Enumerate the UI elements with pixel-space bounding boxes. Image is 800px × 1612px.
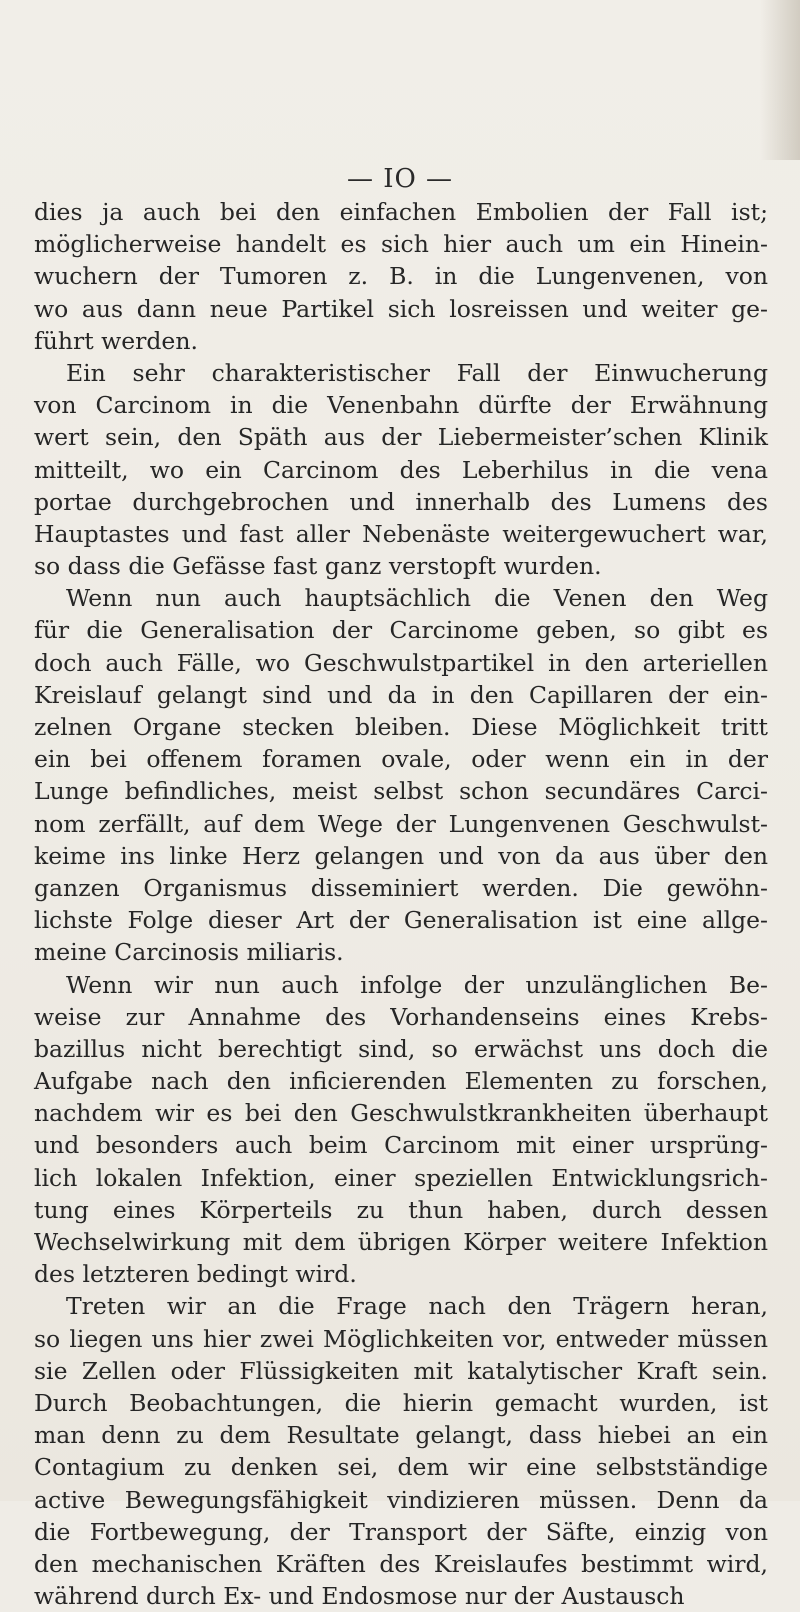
text-line: ganzen Organismus disseminiert werden. Die gewöhn- — [34, 873, 768, 902]
text-line: wuchern der Tumoren z. B. in die Lungenvenen, von — [34, 262, 768, 291]
text-line: Wenn nun auch hauptsächlich die Venen den Weg — [66, 584, 768, 613]
text-line: lichste Folge dieser Art der Generalisation ist eine allge- — [34, 906, 768, 935]
text-line: Aufgabe nach den inficierenden Elementen zu forschen, — [34, 1067, 768, 1096]
text-line: so liegen uns hier zwei Möglichkeiten vor, entweder müssen — [34, 1324, 768, 1353]
text-line: und besonders auch beim Carcinom mit einer ursprüng- — [34, 1131, 768, 1160]
text-line: nachdem wir es bei den Geschwulstkrankheiten überhaupt — [34, 1099, 768, 1128]
page-edge-shadow — [760, 0, 800, 160]
text-line: Ein sehr charakteristischer Fall der Einwucherung — [66, 358, 768, 387]
text-line: keime ins linke Herz gelangen und von da aus über den — [34, 841, 768, 870]
text-line: Treten wir an die Frage nach den Trägern heran, — [66, 1292, 768, 1321]
text-line: Contagium zu denken sei, dem wir eine selbstständige — [34, 1453, 768, 1482]
text-line: wert sein, den Späth aus der Liebermeister’schen Klinik — [34, 423, 768, 452]
text-line: meine Carcinosis miliaris. — [34, 938, 344, 967]
text-line: bazillus nicht berechtigt sind, so erwächst uns doch die — [34, 1034, 768, 1063]
text-line: möglicherweise handelt es sich hier auch um ein Hinein- — [34, 230, 768, 259]
body-text — [34, 196, 768, 1612]
text-line: zelnen Organe stecken bleiben. Diese Möglichkeit tritt — [34, 713, 768, 741]
text-line: so dass die Gefässe fast ganz verstopft wurden. — [34, 552, 602, 581]
text-line: Lunge befindliches, meist selbst schon secundäres Carci- — [34, 777, 768, 806]
text-line: ein bei offenem foramen ovale, oder wenn ein in der — [34, 745, 768, 774]
text-line: man denn zu dem Resultate gelangt, dass hiebei an ein — [34, 1421, 768, 1450]
text-line: doch auch Fälle, wo Geschwulstpartikel in den arteriellen — [34, 648, 768, 677]
text-line: von Carcinom in die Venenbahn dürfte der Erwähnung — [34, 391, 768, 420]
page-number: — IO — — [346, 164, 454, 194]
text-line: sie Zellen oder Flüssigkeiten mit katalytischer Kraft sein. — [34, 1356, 768, 1385]
text-line: dies ja auch bei den einfachen Embolien der Fall ist; — [34, 198, 768, 226]
text-line: mitteilt, wo ein Carcinom des Leberhilus in die vena — [34, 455, 768, 484]
text-line: portae durchgebrochen und innerhalb des Lumens des — [34, 487, 768, 516]
text-line: lich lokalen Infektion, einer speziellen Entwicklungsrich- — [34, 1163, 768, 1192]
text-line: Wenn wir nun auch infolge der unzulänglichen Be- — [66, 970, 768, 999]
text-line: während durch Ex- und Endosmose nur der Austausch — [34, 1582, 685, 1611]
text-line: Durch Beobachtungen, die hierin gemacht wurden, ist — [34, 1388, 768, 1417]
text-line: active Bewegungsfähigkeit vindizieren müssen. Denn da — [34, 1485, 768, 1514]
text-line: tung eines Körperteils zu thun haben, durch dessen — [34, 1195, 768, 1224]
text-line: die Fortbewegung, der Transport der Säfte, einzig von — [34, 1517, 768, 1546]
text-line: Wechselwirkung mit dem übrigen Körper weitere Infektion — [34, 1228, 768, 1256]
text-line: weise zur Annahme des Vorhandenseins eines Krebs- — [34, 1002, 768, 1031]
text-line: Kreislauf gelangt sind und da in den Capillaren der ein- — [34, 680, 768, 709]
text-line: des letzteren bedingt wird. — [34, 1260, 357, 1289]
text-line: den mechanischen Kräften des Kreislaufes bestimmt wird, — [34, 1549, 768, 1578]
text-line: für die Generalisation der Carcinome geben, so gibt es — [34, 616, 768, 645]
text-line: Hauptastes und fast aller Nebenäste weitergewuchert war, — [34, 519, 768, 548]
text-line: führt werden. — [34, 326, 198, 355]
text-line: nom zerfällt, auf dem Wege der Lungenvenen Geschwulst- — [34, 809, 768, 838]
text-line: wo aus dann neue Partikel sich losreissen und weiter ge- — [34, 294, 768, 323]
